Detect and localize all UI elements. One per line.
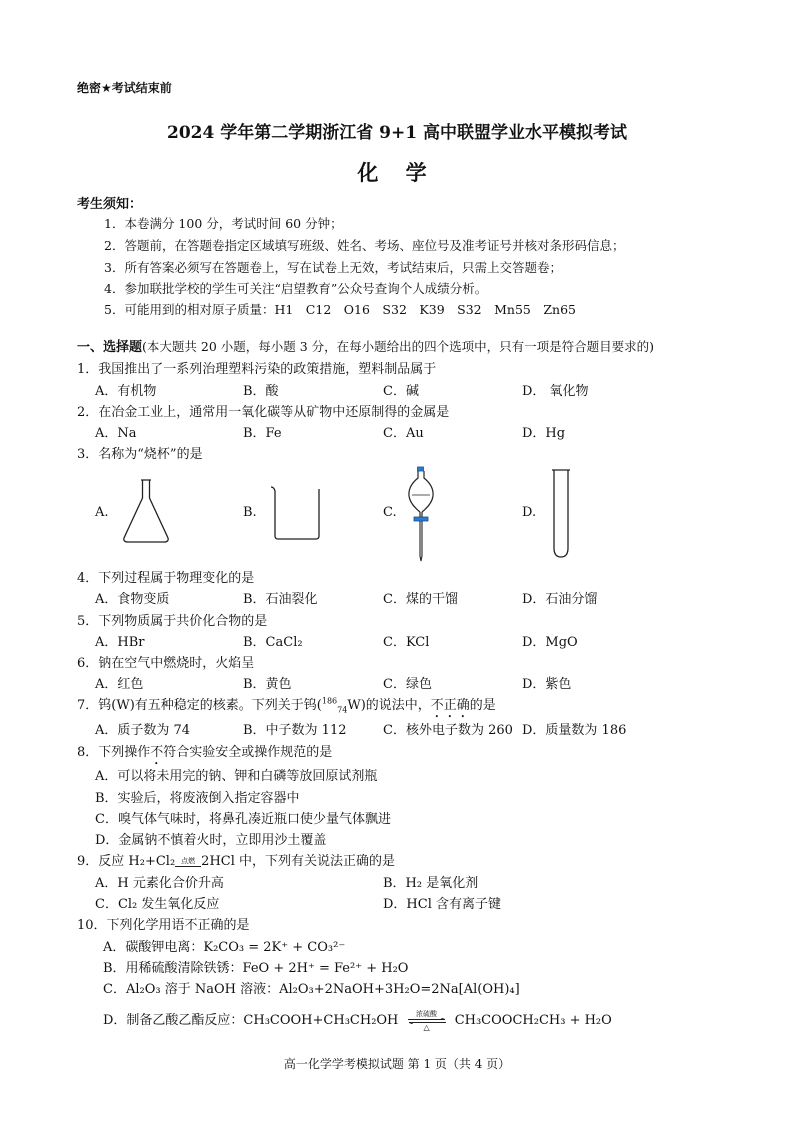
q7-option-b: B．中子数为 112 xyxy=(243,723,347,738)
q10-option-c: C．Al₂O₃ 溶于 NaOH 溶液：Al₂O₃+2NaOH+3H₂O=2Na[Al(OH)₄] xyxy=(103,982,520,997)
question-3-stem: 3．名称为“烧杯”的是 xyxy=(77,447,203,462)
section-title: 一、选择题 xyxy=(77,340,143,355)
q2-option-b: B．Fe xyxy=(243,426,282,441)
notice-item: 4．参加联批学校的学生可关注“启望教育”公众号查询个人成绩分析。 xyxy=(104,281,488,296)
question-6-stem: 6．钠在空气中燃烧时，火焰呈 xyxy=(77,656,255,671)
q4-option-b: B．石油裂化 xyxy=(243,592,318,607)
q10-option-b: B．用稀硫酸清除铁锈：FeO + 2H⁺ = Fe²⁺ + H₂O xyxy=(103,961,409,976)
q6-option-c: C．绿色 xyxy=(383,677,432,692)
confidential-label: 绝密★考试结束前 xyxy=(77,81,172,95)
reaction-condition: 点燃 xyxy=(175,857,201,867)
q3-option-b: B. xyxy=(243,505,257,520)
notice-item: 3．所有答案必须写在答题卷上，写在试卷上无效，考试结束后，只需上交答题卷； xyxy=(104,260,562,275)
q4-option-c: C．煤的干馏 xyxy=(383,592,458,607)
notice-item: 2．答题前，在答题卷指定区域填写班级、姓名、考场、座位号及准考证号并核对条形码信息； xyxy=(104,238,625,253)
question-1-stem: 1．我国推出了一系列治理塑料污染的政策措施，塑料制品属于 xyxy=(77,362,437,377)
page-footer: 高一化学学考模拟试题 第 1 页（共 4 页） xyxy=(283,1057,511,1071)
subject-title: 化 学 xyxy=(357,160,437,185)
q3-option-d: D. xyxy=(522,505,537,520)
erlenmeyer-flask-icon xyxy=(120,478,172,544)
q2-option-c: C．Au xyxy=(383,426,424,441)
q1-option-b: B．酸 xyxy=(243,384,279,399)
question-4-stem: 4．下列过程属于物理变化的是 xyxy=(77,571,255,586)
q9-option-d: D．HCl 含有离子键 xyxy=(383,897,501,912)
emphasis-text: 不 xyxy=(150,745,164,760)
q9-option-c: C．Cl₂ 发生氧化反应 xyxy=(95,897,220,912)
q2-option-a: A．Na xyxy=(95,426,137,441)
q10-option-d: D．制备乙酸乙酯反应：CH₃COOH+CH₃CH₂OH 浓硫酸 △ CH₃COOCH₂CH₃ + H₂O xyxy=(103,1009,612,1032)
q8-option-a: A．可以将未用完的钠、钾和白磷等放回原试剂瓶 xyxy=(95,769,378,784)
section-desc: (本大题共 20 小题，每小题 3 分，在每小题给出的四个选项中，只有一项是符合题目要求的) xyxy=(142,339,655,354)
q7-option-c: C．核外电子数为 260 xyxy=(383,723,513,738)
q8-option-c: C．嗅气体气味时，将鼻孔凑近瓶口使少量气体飘进 xyxy=(95,812,391,827)
exam-title: 2024 学年第二学期浙江省 9+1 高中联盟学业水平模拟考试 xyxy=(167,123,627,143)
q1-option-a: A．有机物 xyxy=(95,384,157,399)
question-5-stem: 5．下列物质属于共价化合物的是 xyxy=(77,614,268,629)
q7-option-a: A．质子数为 74 xyxy=(95,723,191,738)
q4-option-d: D．石油分馏 xyxy=(522,592,598,607)
reaction-arrow: 浓硫酸 △ xyxy=(407,1010,447,1032)
q3-option-a: A. xyxy=(95,505,109,520)
test-tube-icon xyxy=(548,468,574,560)
notice-item: 5．可能用到的相对原子质量：H1 C12 O16 S32 K39 S32 Mn55 Zn65 xyxy=(104,302,577,317)
q4-option-a: A．食物变质 xyxy=(95,592,170,607)
question-7-stem: 7．钨(W)有五种稳定的核素。下列关于钨($^{186}_{74}$W)的说法中，不正确的是 xyxy=(77,696,496,715)
q10-option-a: A．碳酸钾电离：K₂CO₃ = 2K⁺ + CO₃²⁻ xyxy=(103,940,346,955)
q5-option-b: B．CaCl₂ xyxy=(243,635,303,650)
q1-option-d: D． 氧化物 xyxy=(522,384,589,399)
q6-option-a: A．红色 xyxy=(95,677,144,692)
q7-option-d: D．质量数为 186 xyxy=(522,723,627,738)
q6-option-d: D．紫色 xyxy=(522,677,572,692)
question-10-stem: 10．下列化学用语不正确的是 xyxy=(77,918,250,933)
q9-option-b: B．H₂ 是氧化剂 xyxy=(383,876,479,891)
notice-item: 1．本卷满分 100 分，考试时间 60 分钟； xyxy=(104,216,343,231)
separatory-funnel-icon xyxy=(404,466,438,562)
emphasis-text: 不正确 xyxy=(430,698,470,713)
atomic-number: 74 xyxy=(337,705,348,715)
q2-option-d: D．Hg xyxy=(522,426,566,441)
q1-option-c: C．碱 xyxy=(383,384,419,399)
mass-number: 186 xyxy=(321,696,338,706)
q5-option-d: D．MgO xyxy=(522,635,578,650)
q9-option-a: A．H 元素化合价升高 xyxy=(95,876,224,891)
beaker-icon xyxy=(268,484,324,542)
question-8-stem: 8．下列操作不符合实验安全或操作规范的是 xyxy=(77,745,333,760)
q5-option-c: C．KCl xyxy=(383,635,430,650)
section-heading xyxy=(77,336,654,355)
q6-option-b: B．黄色 xyxy=(243,677,292,692)
q5-option-a: A．HBr xyxy=(95,635,145,650)
q3-option-c: C. xyxy=(383,505,397,520)
question-2-stem: 2．在冶金工业上，通常用一氧化碳等从矿物中还原制得的金属是 xyxy=(77,405,450,420)
notice-heading: 考生须知： xyxy=(77,197,143,212)
question-9-stem: 9．反应 H₂+Cl₂ 点燃 2HCl 中，下列有关说法正确的是 xyxy=(77,854,396,869)
q8-option-b: B．实验后，将废液倒入指定容器中 xyxy=(95,791,300,806)
q8-option-d: D．金属钠不慎着火时，立即用沙土覆盖 xyxy=(95,833,327,848)
